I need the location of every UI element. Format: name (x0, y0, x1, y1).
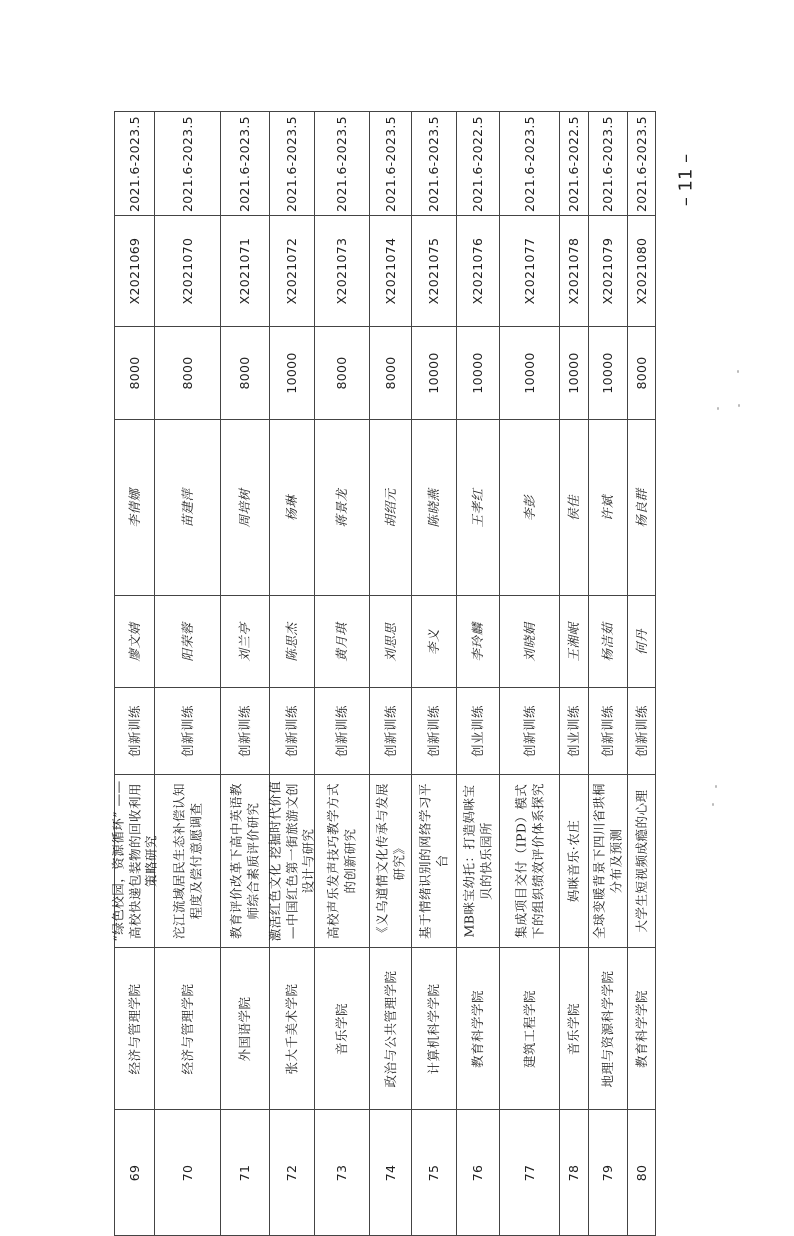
type-cell (221, 688, 270, 775)
code-text: X2021078 (565, 237, 581, 305)
funding-text: 10000 (599, 352, 615, 394)
period-cell (221, 112, 270, 216)
number-cell (115, 1110, 155, 1236)
number-cell (628, 1110, 656, 1236)
code-cell (315, 216, 370, 327)
type-cell (270, 688, 315, 775)
number-text: 71 (236, 1164, 252, 1181)
period-cell (628, 112, 656, 216)
college-text: 地理与资源科学学院 (599, 970, 615, 1088)
number-cell (560, 1110, 589, 1236)
period-cell (115, 112, 155, 216)
number-cell (155, 1110, 221, 1236)
funding-cell (560, 327, 589, 420)
funding-text: 8000 (382, 356, 398, 390)
advisor-text: 周培树 (236, 488, 252, 528)
leader-text: 王湘岷 (565, 622, 581, 662)
number-cell (412, 1110, 457, 1236)
leader-text: 杨洁茹 (599, 622, 615, 662)
type-text: 创新训练 (521, 705, 537, 758)
leader-text: 陈思杰 (283, 622, 299, 662)
number-cell (370, 1110, 412, 1236)
advisor-cell (628, 420, 656, 596)
project-text: 基于情绪识别的网络学习平台 (417, 783, 449, 940)
column-code (115, 216, 656, 327)
scan-speck (717, 407, 719, 410)
funding-cell (589, 327, 628, 420)
scan-speck (712, 803, 714, 806)
code-text: X2021076 (469, 237, 485, 305)
college-cell (221, 948, 270, 1110)
funding-text: 8000 (333, 356, 349, 390)
funding-cell (221, 327, 270, 420)
funding-cell (115, 327, 155, 420)
project-text: 《义乌道情文化传承与发展研究》 (374, 783, 406, 940)
period-cell (370, 112, 412, 216)
leader-cell (500, 596, 560, 688)
advisor-text: 蒋景龙 (333, 488, 349, 528)
type-cell (370, 688, 412, 775)
project-cell (412, 775, 457, 948)
funding-cell (500, 327, 560, 420)
type-text: 创新训练 (599, 705, 615, 758)
period-text: 2021.6-2023.5 (599, 115, 615, 212)
column-project (115, 775, 656, 948)
type-text: 创新训练 (633, 705, 649, 758)
funding-text: 8000 (236, 356, 252, 390)
number-text: 73 (333, 1164, 349, 1181)
number-text: 70 (179, 1164, 195, 1181)
number-text: 80 (633, 1164, 649, 1181)
leader-text: 李义 (425, 628, 441, 655)
advisor-cell (560, 420, 589, 596)
project-cell (267, 775, 316, 948)
advisor-cell (500, 420, 560, 596)
period-cell (560, 112, 589, 216)
code-cell (412, 216, 457, 327)
funding-text: 8000 (179, 356, 195, 390)
period-text: 2021.6-2023.5 (333, 115, 349, 212)
advisor-cell (370, 420, 412, 596)
leader-cell (155, 596, 221, 688)
leader-text: 何丹 (633, 628, 649, 655)
period-text: 2021.6-2022.5 (565, 115, 581, 212)
number-text: 79 (599, 1164, 615, 1181)
leader-cell (370, 596, 412, 688)
code-text: X2021080 (633, 237, 649, 305)
college-cell (315, 948, 370, 1110)
funding-text: 10000 (565, 352, 581, 394)
college-text: 教育科学学院 (469, 989, 485, 1068)
code-cell (115, 216, 155, 327)
column-period (115, 112, 656, 216)
leader-text: 黄月琪 (333, 622, 349, 662)
column-type (115, 688, 656, 775)
leader-text: 阳荣蓉 (179, 622, 195, 662)
project-cell (109, 775, 158, 948)
code-cell (560, 216, 589, 327)
period-text: 2021.6-2023.5 (179, 115, 195, 212)
college-cell (500, 948, 560, 1110)
college-cell (115, 948, 155, 1110)
number-cell (457, 1110, 500, 1236)
type-text: 创业训练 (565, 705, 581, 758)
advisor-cell (155, 420, 221, 596)
period-text: 2021.6-2023.5 (236, 115, 252, 212)
project-text: MB咪宝幼托：打造妈咪宝贝的快乐园所 (461, 784, 493, 938)
college-cell (560, 948, 589, 1110)
project-table (109, 111, 656, 1236)
type-text: 创业训练 (469, 705, 485, 758)
number-text: 77 (521, 1164, 537, 1181)
project-cell (221, 775, 270, 948)
funding-cell (457, 327, 500, 420)
type-cell (412, 688, 457, 775)
code-cell (270, 216, 315, 327)
scan-speck (738, 404, 740, 407)
project-cell (457, 775, 500, 948)
project-text: 高校声乐发声技巧教学方式的创新研究 (325, 783, 357, 940)
code-text: X2021073 (333, 237, 349, 305)
scan-speck (715, 785, 717, 788)
funding-text: 8000 (633, 356, 649, 390)
leader-text: 刘思思 (382, 622, 398, 662)
number-cell (500, 1110, 560, 1236)
advisor-text: 杨琳 (283, 494, 299, 521)
advisor-cell (115, 420, 155, 596)
type-text: 创新训练 (179, 705, 195, 758)
type-cell (457, 688, 500, 775)
advisor-text: 李彭 (521, 494, 537, 521)
type-text: 创新训练 (236, 705, 252, 758)
project-cell (155, 775, 221, 948)
period-text: 2021.6-2023.5 (425, 115, 441, 212)
advisor-cell (457, 420, 500, 596)
code-cell (589, 216, 628, 327)
code-text: X2021079 (599, 237, 615, 305)
funding-cell (412, 327, 457, 420)
funding-text: 10000 (283, 352, 299, 394)
advisor-text: 陈晓燕 (425, 488, 441, 528)
code-text: X2021075 (425, 237, 441, 305)
code-text: X2021070 (179, 237, 195, 305)
college-text: 经济与管理学院 (179, 983, 195, 1075)
period-text: 2021.6-2023.5 (633, 115, 649, 212)
leader-text: 刘兰亭 (236, 622, 252, 662)
project-cell (560, 775, 589, 948)
type-cell (628, 688, 656, 775)
column-college (115, 948, 656, 1110)
advisor-text: 许斌 (599, 494, 615, 521)
code-text: X2021071 (236, 237, 252, 305)
type-cell (560, 688, 589, 775)
project-text: 沱江流域居民生态补偿认知程度及偿付意愿调查 (171, 783, 203, 940)
leader-cell (270, 596, 315, 688)
leader-cell (115, 596, 155, 688)
type-text: 创新训练 (425, 705, 441, 758)
advisor-text: 王孝红 (469, 488, 485, 528)
number-cell (589, 1110, 628, 1236)
project-cell (315, 775, 370, 948)
project-cell (628, 775, 656, 948)
project-text: “绿色校园，资源循环” ——高校快递包装物的回收利用策略研究 (109, 780, 158, 942)
advisor-text: 胡绍元 (382, 488, 398, 528)
funding-text: 8000 (126, 356, 142, 390)
period-cell (270, 112, 315, 216)
type-cell (315, 688, 370, 775)
leader-cell (560, 596, 589, 688)
period-cell (155, 112, 221, 216)
college-text: 外国语学院 (236, 996, 252, 1062)
page-number (671, 150, 701, 210)
advisor-cell (315, 420, 370, 596)
college-text: 经济与管理学院 (126, 983, 142, 1075)
college-cell (270, 948, 315, 1110)
leader-text: 李玲麟 (469, 622, 485, 662)
leader-cell (589, 596, 628, 688)
period-cell (500, 112, 560, 216)
period-text: 2021.6-2023.5 (283, 115, 299, 212)
type-text: 创新训练 (333, 705, 349, 758)
funding-text: 10000 (469, 352, 485, 394)
number-text: 78 (565, 1164, 581, 1181)
project-text: 大学生短视频成瘾的心理 (633, 789, 649, 933)
leader-text: 刘晓娟 (521, 622, 537, 662)
funding-cell (628, 327, 656, 420)
funding-cell (155, 327, 221, 420)
advisor-cell (270, 420, 315, 596)
period-text: 2021.6-2023.5 (382, 115, 398, 212)
project-text: 教育评价改革下高中英语教师综合素质评价研究 (228, 783, 260, 940)
period-text: 2021.6-2022.5 (469, 115, 485, 212)
number-cell (221, 1110, 270, 1236)
leader-cell (315, 596, 370, 688)
type-cell (155, 688, 221, 775)
period-text: 2021.6-2023.5 (521, 115, 537, 212)
college-cell (628, 948, 656, 1110)
type-cell (589, 688, 628, 775)
scan-speck (737, 370, 739, 373)
number-text: 74 (382, 1164, 398, 1181)
advisor-cell (589, 420, 628, 596)
type-text: 创新训练 (126, 705, 142, 758)
period-cell (412, 112, 457, 216)
period-cell (589, 112, 628, 216)
project-text: 集成项目交付（IPD）模式下的组织绩效评价体系探究 (513, 783, 545, 940)
project-text: 激活红色文化 挖掘时代价值—中国红色第一街旅游文创设计与研究 (267, 780, 316, 942)
column-leader (115, 596, 656, 688)
advisor-text: 杨良群 (633, 488, 649, 528)
advisor-text: 苗建萍 (179, 488, 195, 528)
code-text: X2021069 (126, 237, 142, 305)
period-text: 2021.6-2023.5 (126, 115, 142, 212)
code-cell (457, 216, 500, 327)
leader-cell (221, 596, 270, 688)
advisor-cell (221, 420, 270, 596)
column-advisor (115, 420, 656, 596)
number-text: 69 (126, 1164, 142, 1181)
number-text: 75 (425, 1164, 441, 1181)
period-cell (457, 112, 500, 216)
advisor-cell (412, 420, 457, 596)
college-text: 音乐学院 (565, 1002, 581, 1055)
college-cell (457, 948, 500, 1110)
code-cell (500, 216, 560, 327)
number-text: 72 (283, 1164, 299, 1181)
code-text: X2021072 (283, 237, 299, 305)
type-text: 创新训练 (283, 705, 299, 758)
code-cell (370, 216, 412, 327)
column-number (115, 1110, 656, 1236)
advisor-text: 侯佳 (565, 494, 581, 521)
project-cell (589, 775, 628, 948)
code-cell (221, 216, 270, 327)
college-cell (155, 948, 221, 1110)
leader-cell (457, 596, 500, 688)
page-number-text: – 11 – (675, 153, 697, 207)
code-text: X2021077 (521, 237, 537, 305)
leader-text: 廖文婧 (126, 622, 142, 662)
leader-cell (628, 596, 656, 688)
code-cell (155, 216, 221, 327)
college-text: 音乐学院 (333, 1002, 349, 1055)
college-text: 建筑工程学院 (521, 989, 537, 1068)
college-text: 张大千美术学院 (283, 983, 299, 1075)
project-cell (500, 775, 560, 948)
college-text: 教育科学学院 (633, 989, 649, 1068)
college-cell (412, 948, 457, 1110)
type-cell (500, 688, 560, 775)
type-cell (115, 688, 155, 775)
column-funding (115, 327, 656, 420)
number-cell (315, 1110, 370, 1236)
funding-cell (270, 327, 315, 420)
funding-text: 10000 (521, 352, 537, 394)
funding-text: 10000 (425, 352, 441, 394)
number-cell (270, 1110, 315, 1236)
college-cell (370, 948, 412, 1110)
advisor-text: 李倩娜 (126, 488, 142, 528)
funding-cell (315, 327, 370, 420)
college-text: 政治与公共管理学院 (382, 970, 398, 1088)
project-text: 全球变暖背景下四川省珙桐分布及预测 (591, 783, 623, 940)
college-text: 计算机科学学院 (425, 983, 441, 1075)
leader-cell (412, 596, 457, 688)
project-cell (370, 775, 412, 948)
project-text: 妈咪音乐·农庄 (565, 819, 581, 903)
code-text: X2021074 (382, 237, 398, 305)
type-text: 创新训练 (382, 705, 398, 758)
code-cell (628, 216, 656, 327)
period-cell (315, 112, 370, 216)
funding-cell (370, 327, 412, 420)
number-text: 76 (469, 1164, 485, 1181)
college-cell (589, 948, 628, 1110)
